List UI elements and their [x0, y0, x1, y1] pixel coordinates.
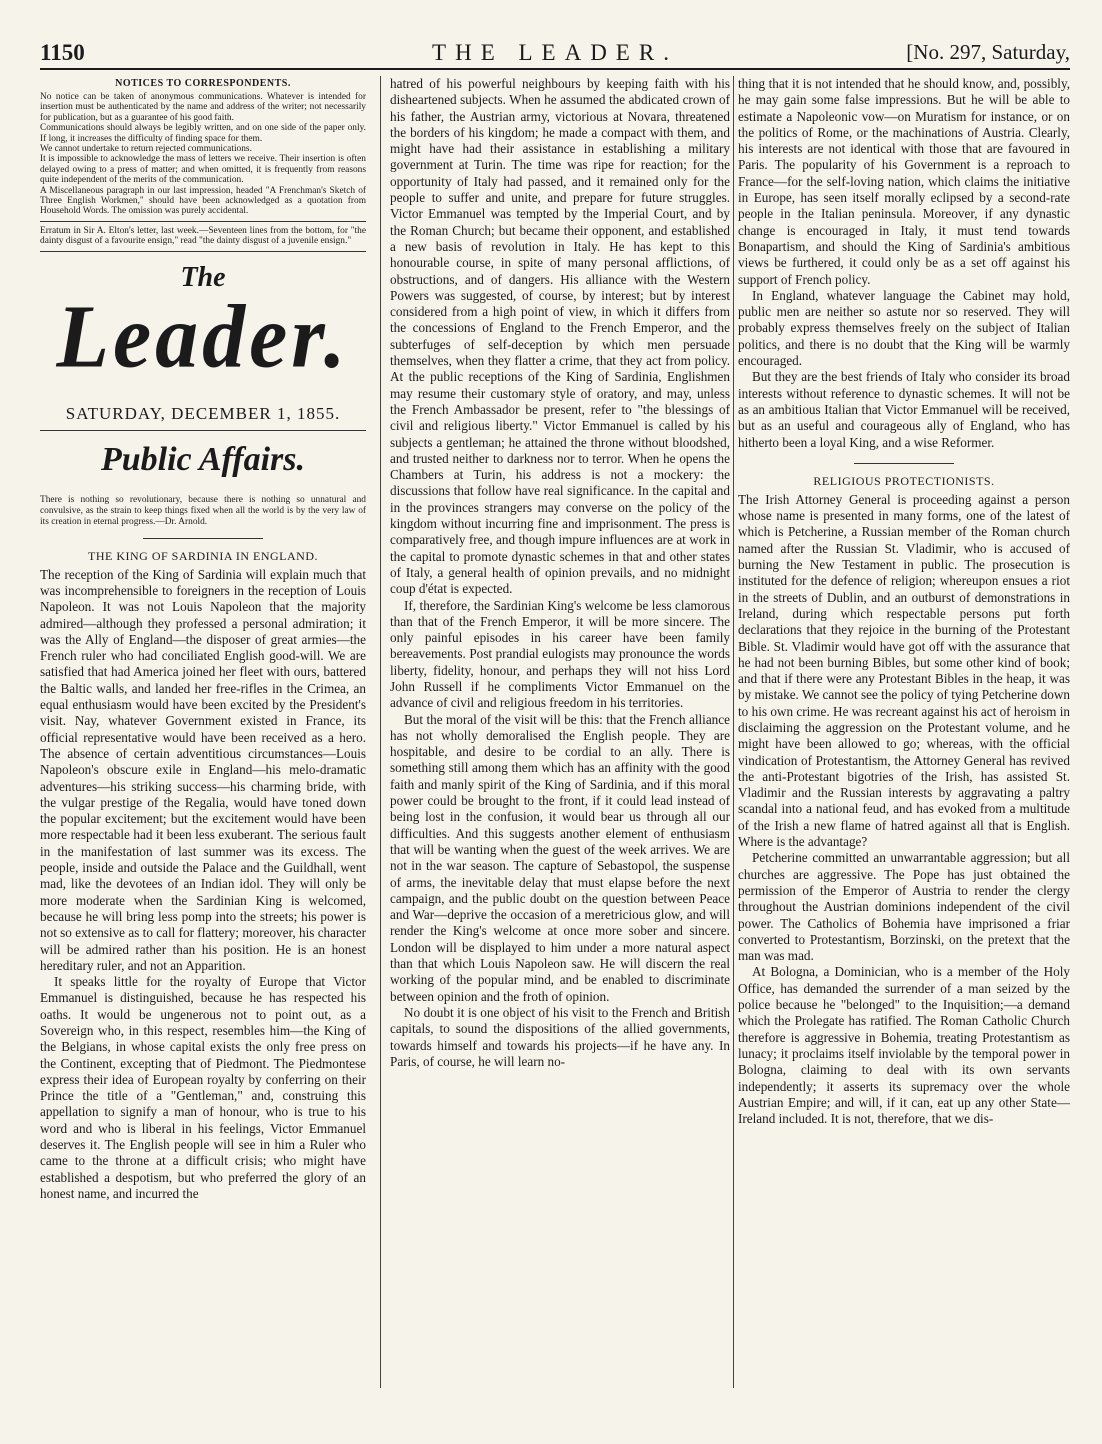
- article-paragraph: thing that it is not intended that he should know, and, possibly, he may gain some false impressions. But he will be able to estimate a Napoleonic vow—on Muratism for instance, or on the politics of Rome, or the machinations of Austria. Clearly, his interests are not identical with those that are favoured in Paris. The popularity of his Government is a reproach to France—for the self-loving nation, which claims the initiative in Europe, has seen itself morally eclipsed by a second-rate people in the Italian peninsula. Moreover, if any dynastic change is encouraged in Italy, it must tend towards Bonapartism, and should the King of Sardinia's ambitious views be furthered, it could only be as a set off against his support of French policy.: [738, 76, 1070, 287]
- masthead-title: Leader.: [56, 285, 350, 387]
- notice-item: A Miscellaneous paragraph in our last impression, headed "A Frenchman's Sketch of Three English Workmen," should have been acknowledged as a quotation from Household Words. The omission was purely accidental.: [40, 185, 366, 217]
- article-paragraph: If, therefore, the Sardinian King's welcome be less clamorous than that of the French Emperor, it will be more sincere. The only painful episodes in his career have been family bereavements. Post prandial eulogists may pronounce the words liberty, fidelity, honour, and perhaps they will not hiss Lord John Russell if he compliments Victor Emmanuel on the advance of civil and religious freedom in his territories.: [390, 597, 730, 711]
- divider: [40, 430, 366, 431]
- epigraph: There is nothing so revolutionary, because there is nothing so unnatural and convulsive, as the strain to keep things fixed when all the world is by the very law of its creation in eternal progress.—Dr. Arnold.: [40, 494, 366, 527]
- divider: [854, 463, 954, 464]
- column-rule: [380, 76, 381, 1388]
- article-heading: RELIGIOUS PROTECTIONISTS.: [813, 473, 995, 488]
- notice-item: It is impossible to acknowledge the mass of letters we receive. Their insertion is often delayed owing to a press of matter; and when omitted, it is frequently from reasons quite independent of the merits of the communication.: [40, 154, 366, 186]
- notices-heading: NOTICES TO CORRESPONDENTS.: [115, 78, 291, 89]
- notice-item: Communications should always be legibly written, and on one side of the paper only. If long, it increases the difficulty of finding space for them.: [40, 123, 366, 144]
- notice-item: No notice can be taken of anonymous communications. Whatever is intended for insertion must be authenticated by the name and address of the writer; not necessarily for publication, but as a guarantee of his good faith.: [40, 92, 366, 123]
- column-right: [738, 76, 1070, 1396]
- article-paragraph: But they are the best friends of Italy who consider its broad interests without reference to dynastic schemes. It will not be as an ambitious Italian that Victor Emmanuel will be received, but as an useful and courageous ally of England, who has hitherto been a loyal King, and a wise Reformer.: [738, 369, 1070, 450]
- divider: [143, 538, 263, 539]
- article-paragraph: Petcherine committed an unwarrantable aggression; but all churches are aggressive. The Pope has just obtained the permission of the Emperor of Austria to render the clergy throughout the Austrian dominions independent of the civil power. The Catholics of Bohemia have imprisoned a friar converted to Protestantism, Borzinski, on the pretext that the man was mad.: [738, 850, 1070, 964]
- notice-item: We cannot undertake to return rejected communications.: [40, 144, 252, 155]
- erratum: Erratum in Sir A. Elton's letter, last week.—Seventeen lines from the bottom, for "the dainty disgust of a favourite ensign," read "the dainty disgust of a juvenile ensign.": [40, 225, 366, 247]
- column-middle: [390, 76, 730, 1396]
- article-paragraph: In England, whatever language the Cabinet may hold, public men are neither so astute nor so reserved. They will probably express themselves freely on the subject of Italian politics, and there is no doubt that the King will be warmly encouraged.: [738, 287, 1070, 369]
- article-paragraph: hatred of his powerful neighbours by keeping faith with his disheartened subjects. When he assumed the abdicated crown of his father, the Austrian army, victorious at Novara, threatened the borders of his kingdom; he made a compact with them, and might have had their assistance in establishing a military government at Turin. The time was ripe for reaction; for the opportunity of Italy had passed, and it remained only for the people to suffer and unite, and prepare for future struggles. Victor Emmanuel was tempted by the Imperial Court, and by the Roman Church; but became their opponent, and established a new basis of revolution in Italy. He has kept to this honourable course, in spite of many personal afflictions, of obstructions, and of dangers. His alliance with the Western Powers was suggested, of course, by interest; but by interest considered from a high point of view, in which it differs from the concessions of England to the French Emperor, and the subterfuges of self-deception by which men persuade themselves, when they flatter a crime, that they act from policy. At the public receptions of the King of Sardinia, Englishmen may resume their customary style of oratory, and may, unless the French Ambassador be present, refer to "the blessings of civil and religious liberty." Victor Emmanuel is called by his subjects a gentleman; he attained the throne without bloodshed, and trusted neither to darkness nor to terror. When he opens the Chambers at Turin, his address is not a mockery: the discussions that follow have real significance. In the capital and in the provinces strangers may converse on the policy of the kingdom without incurring fine and imprisonment. The press is comparatively free, and though impure influences are at work in the capital to promote dynastic schemes in that and other states of Italy, a general health of opinion prevails, and no midnight coup d'état is expected.: [390, 76, 730, 597]
- column-rule: [733, 76, 734, 1388]
- masthead: [40, 256, 366, 404]
- article-paragraph: At Bologna, a Dominician, who is a member of the Holy Office, has demanded the surrender of a man seized by the police because he "belonged" to the Inquisition;—a demand which the Prolegate has ratified. The Roman Catholic Church therefore is aggressive in Bohemia, treating Protestantism as lunacy; it proclaims itself inviolable by the temporal power in Bologna, claiming to deal with its own servants independently; it asserts its supremacy over the whole Austrian Empire; and will, if it can, eat up any other State—Ireland included. It is not, therefore, that we dis-: [738, 964, 1070, 1127]
- section-title: Public Affairs.: [100, 440, 306, 478]
- article-heading: THE KING OF SARDINIA IN ENGLAND.: [88, 548, 318, 563]
- article-paragraph: The reception of the King of Sardinia will explain much that was incomprehensible to foreigners in the reception of Louis Napoleon. It was not Louis Napoleon that the majority admired—although they professed a personal admiration; it was the Ally of England—the disposer of great armies—the French ruler who had conciliated English good-will. We are satisfied that had America joined her fleet with ours, battered the Baltic walls, and landed her free-rifles in the Crimea, an equal enthusiasm would have been excited by the President's visit. Nay, whatever Government existed in France, its official representative would have been received as a hero. The absence of certain adventitious circumstances—Louis Napoleon's obscure exile in England—his melo-dramatic adventures—his striking success—his charming bride, with the vulgar prestige of the Regalia, would have toned down the popular excitement; but the excitement would have been more respectable had it been less exuberant. The serious fault in the manifestation of last summer was its excess. The people, inside and outside the Palace and the Guildhall, went mad, like the devotees of an Indian idol. They will only be more moderate when the Sardinian King is welcomed, because he will bring less pomp into the streets; his power is not so extensive as to call for flattery; moreover, his character will be admired rather than his position. He is an honest hereditary ruler, and not an Apparition.: [40, 566, 366, 973]
- divider: [40, 221, 366, 222]
- article-paragraph: But the moral of the visit will be this: that the French alliance has not wholly demoralised the English people. They are hospitable, and desire to be cordial to an ally. There is something still among them which has an affinity with the good faith and manly spirit of the King of Sardinia, and if this moral power could be brought to the front, if it could lead instead of being lost in the confusion, it would bear us through all our difficulties. And this suggests another element of enthusiasm that will be wanting when the guest of the week arrives. We are not in the war season. The capture of Sebastopol, the suspense of arms, the inevitable delay that must elapse before the next campaign, and the public doubt on the question between Peace and War—deprive the occasion of a meretricious glow, and will render the King's welcome at once more sober and sincere. London will be displayed to him under a more natural aspect than that which Louis Napoleon saw. He will discern the real working of the popular mind, and be enabled to discriminate between opinion and the froth of opinion.: [390, 711, 730, 1004]
- issue-label: [No. 297, Saturday,: [906, 40, 1070, 64]
- divider: [40, 251, 366, 252]
- dateline: SATURDAY, DECEMBER 1, 1855.: [65, 403, 341, 423]
- article-paragraph: The Irish Attorney General is proceeding against a person whose name is presented in many forms, one of the latest of which is Petcherine, a Russian member of the Roman church named after the Russian St. Vladimir, who is accused of burning the New Testament in public. The prosecution is instituted for the defence of religion; whereupon ensues a riot in the streets of Dublin, and an outburst of demonstrations in Ireland, during which respectable persons put forth declarations that they rejoice in the burning of the Protestant Bible. St. Vladimir would have got off with the assurance that he had not been burning Bibles, but some other kind of book; and that if there were any Protestant Bibles in the heap, it was by mistake. We cannot see the policy of tying Petcherine down to his own crime. He was recreant against his act of heroism in disclaiming the aggression on the Protestant volume, and he might have been allowed to go; whereas, with the official vindication of Protestantism, the Attorney General has revived the anti-Protestant bigotries of the Irish, has assisted St. Vladimir and the Russian interests by aggravating a paltry scandal into a national feud, and has evoked from a multitude of the Irish a new flame of hatred against all that is English. Where is the advantage?: [738, 491, 1070, 850]
- article-paragraph: No doubt it is one object of his visit to the French and British capitals, to sound the dispositions of the allied governments, towards himself and towards his projects—if he have any. In Paris, of course, he will learn no-: [390, 1004, 730, 1069]
- column-left: [40, 76, 366, 1396]
- page-number: 1150: [40, 40, 85, 65]
- masthead-the: The: [180, 261, 226, 293]
- page-header: [40, 40, 1070, 70]
- running-title: THE LEADER.: [432, 40, 678, 65]
- article-paragraph: It speaks little for the royalty of Europe that Victor Emmanuel is distinguished, because he has respected his oaths. It would be ungenerous not to point out, as a Sovereign who, in this respect, resembles him—the King of the Belgians, in whose capital exists the only free press on the Continent, excepting that of Piedmont. The Piedmontese express their idea of European royalty by conferring on their Prince the title of a "Gentleman," and, construing this appellation to signify a man of honour, who is true to his word and who is liberal in his feelings, Victor Emmanuel deserves it. The English people will see in him a Ruler who came to the throne at a difficult crisis; who might have established a despotism, but who preferred the glory of an honest name, and incurred the: [40, 974, 366, 1201]
